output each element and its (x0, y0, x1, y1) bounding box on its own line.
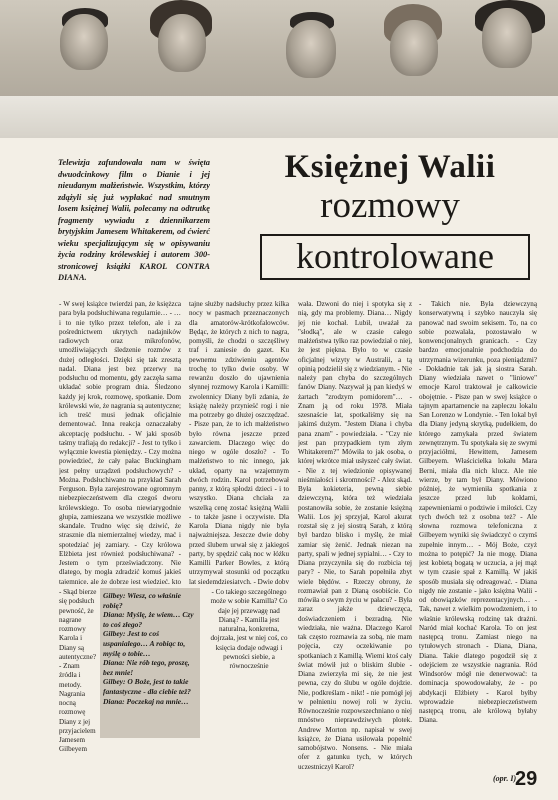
transcript-line: Gilbey: O Boże, jest to takie fantastyczne - dla ciebie też? (103, 677, 191, 696)
column-4-text: - Takich nie. Była dziewczyną konserwatywną i szybko nauczyła się panować nad swoim sekisem. To, na co sobie pozwalała, pozostawało w konwencjonalnych granicach. - Czy bardzo emocjonalnie podchodzia do utrzymania wizerunku, poza pieniądzmi? - Dokładnie tak jak ją siostra Sarah. Diany wiedziała nawet o "liniowe" emocje Karol traktował je całkowicie obojętnie. - Pisze pan w swej książce o tajnym apartamencie na zapleczu lokalu San Lorenzo w Londynie. - Ten lokal był dla Diany jedyną skrytką, pudełkiem, do którego zamykała przed światem zewnętrznym. Tu spotykała się ze swymi przyjaciółmi, Hewittem, Jamesem Gilbeyem. Właścicielka lokalu Mara Berni, miała dla nich klucz. Ale nie wierze, by tam był Diany. Mówiono później, że wymieniła spotkania z jeszcze przed lub kołdami, zapewnieniami o podziwie i miłości. Czy tych dwóch też z osobna też? - Ale słowna rozmowa telefoniczna z Gilbeyem wyniki się świadczyć o czymś zupełnie innym… - Mój Boże, czyż można to potępić? Ja nie mogę. Diana jest kobietą bogatą w uczucia, a jej mąż w tym czasie spał z Kamillą. W jakiś sposób musiała się odreagować. - Diana nigdy nie zostanie - jako księżna Walii - od obowiązków reprezentacyjnych… - Tak, nawet z wielkim powodzeniem, i to właśnie królewską rodzinę tak drażni. Naród miał kochać Karola. To on jest następcą tronu. Zamiast niego na tytułowych stronach - Diana, Diana, Diana. Takie dlatego pogodził się z odejściem ze wszystkie nagrania. Ród Windsorów mógł nie denerwować: ta dominacja spowodowałaby, że - po abdykacji Elżbiety - Karol byłby wprowadzie niebezpieczeństwem następcą tronu, ale królową byłaby Diana. (419, 300, 537, 725)
header-photo (0, 0, 558, 138)
intro-lead: Telewizja zafundowała nam w święta dwuodcinkowy film o Dianie i jej nieudanym małżeństwie. Wszystkim, którzy zdążyli się już wypłakać nad smutnym losem księżnej Walii, polecamy na odtrutkę fragmenty wywiadu z dziennikarzem brytyjskim Jamesem Whitakerem, od ćwierć wieku specjalizującym się w opisywaniu życia rodziny królewskiej i autorem 300-stronicowej książki KAROL CONTRA DIANA. (58, 158, 210, 282)
article-column-3 (298, 300, 412, 780)
transcript-box (100, 588, 200, 738)
article-column-1-lower: - Skąd bierze się podsłuch pewność, że nagrane rozmowy Karola i Diany są autentyczne? - Znam źródła i metody. Nagrania nocną rozmowę Diany z jej przyjacielem Jamesem Gilbeyem (59, 588, 97, 754)
column-2-text: tajne służby nadsłuchy przez kilka nocy w pasmach przeznaczonych dla amatorów-krótkofalowców. Będąc, że których z nich to nagra, pomyśli, że chodzi o szczęśliwy traf i zaniesie do gazet. Ku pewnemu zdziwieniu agentów trochę to tylko dwie osoby. W rewanżu doszło do ujawnienia słynnej rozmowy Karola i Kamilli: zwolennicy Diany byli zdania, że książę należy przynieść rogi i nie ma potrzeby go dłużej oszczędzać. - Pisze pan, że to ich małżeństwo było równa jeszcze przed zawarciem. Dlaczego więc do niego w ogóle doszło? - To małżeństwo to nic innego, jak układ, oparty na wzajemnym dwóch rodzin. Karol potrzebował panny, z którą spłodzi dzieci - i to wszystko. Diana chciała za wszelką cenę zostać księżną Walii - to także jasne i oczywiste. Dla Karola Diana nigdy nie była najważniejsza. Jeszcze dwie doby przed ślubem urwał się z jakiegoś party, by spędzić całą noc w łóżku Kamilli Parker Bowles, z którą utrzymywał stosunki od początku lat siedemdziesiątych. - Dwie doby (189, 300, 289, 584)
transcript-line: Gilbey: Jest to coś uspanialego… A robiąc to, myślę o tobie… (103, 629, 186, 658)
transcript-line: Diana: Poczekaj na mnie… (103, 696, 189, 706)
author-signature: (opr. I) (493, 774, 517, 783)
title-line-3: kontrolowane (296, 236, 494, 276)
article-column-4 (419, 300, 537, 760)
title-line-2: rozmowy (320, 185, 460, 226)
page-number: 29 (515, 768, 538, 790)
title-box (260, 234, 530, 280)
column-1-text: - W swej książce twierdzi pan, że księżzca para była podsłuchiwana regularnie… - … i to nie tylko przez telefon, ale i za pośrednictwem ukrytych nadajników radiowych oraz mikrofonów, umożliwiających śledzenie rozmów z dużej odległości. Dzięki się tak zresztą nadal. Diana jest bez przerwy na podsłuchu od momentu, gdy zaczęła sama układać sobie program dnia. Śledzono każdy jej krok, rozmowę, spotkanie. Dom królewski wie, że nagrania są autentyczne; ich treść musi jednak oficjalnie dementować. Inna reakcja oznaczałaby akceptację podsłuchu. - W jaki sposób taśmy trafiają do redakcji? - Jest to tylko i wyłącznie kwestia pieniędzy. - Czy można powiedzieć, że cały pałac Buckingham jest pełny urządzeń podsłuchowych? - Można. Podsłuchiwano na przykład Sarah Ferguson. Była zarejestrowane ogromnym niebezpieczeństwem dla czegoś dworu królewskiego. To osoba niewiarygodnie głupia, zamieszana we wszystkie możliwe skandale. Trudno więc się dziwić, że strasznie dla niemierzalnej wiedzy, mać i spotedziać jej zamiary. - Czy królowa Elżbieta jest również podsłuchiwana? - Jestem o tym przeświadczony. Nie dlatego, by mogła zdradzić komuś jakieś tajemnice, ale że dobrze jest wiedzieć, kto (59, 300, 181, 584)
column-3-text: wała. Dzwoni do niej i spotyka się z nią, gdy ma problemy. Diana… Nigdy jej nie kochał. Lubił, uważał za "słodką", ale w czasie całego małżeństwa tylko raz powiedział o niej, że jest piękna. Było to w czasie oficjalnej wizyty w Australii, a tą opinią podzielił się z wiedzianym. - Nie należy pan chyba do szczególnych fanów Diany. Nazywał ją pan kiedyś w żartach "zrodzym pomidorem"… - Znam ją od roku 1978. Miała szesnaście lat, spotkaliśmy się na jakimś dużym. "Jestem Diana i chyba pana znam" - powiedziała. - "Czy nie jest pan przypadkiem tym złym Whitakerem?" Mówiła to jak osoba, o której wkrótce miał usłyszeć cały świat. - Nie z tej wiedzionie opisywanej nieśmiałości i skromności? - Alez skąd. Była kokieteria, pewną siebie dziewczyną, która też wiedziała postanowiła sobie, że zostanie księżną Walii. Los jej sprzyjał, Karol akurat rozstał się z jej siostrą Sarah, z którą był bardzo blisko i myślę, że miał zamiar się żenić. Jednak niezan na party, spali w jednej sypialni… - Czy to Diana przyczyniła się do rozbicia tej pary? - Nie, to Sarah popełniła zbyt wiele błędów. - Rzeczy obrony, że rozmawiał pan z Dianą osobiście. Co mówiła o swym życiu w pałacu? - Była zaraz jakże dziewczęca, doświadczeniem i bezradną. Nie wiedziała, nie ważna. Dlaczego Karol tak często rozmawia za sobą, nie mam pojęcia, czy oczekiwanie po spotkaniach z Kamillą. Wiemi ktoś cały świat mówił już o bliskim ślubie - Diana zwierzyła mi się, że nie jest pewna, czy do ślubu w ogóle dojdzie. Nie, podkreślam - nikt! - nie pomógł jej w pełnieniu nowej roli w życiu. Równocześnie rozpowszechniano o niej mnóstwo nieprawdziwych plotek. Andrew Morton np. napisał w swej książce, że Diana usiłowała popełnić samobójstwo. Nonsens. - Nie miała ofer z gatunku tych, w których uczestniczył Karol? (298, 300, 412, 771)
title-line-1: Księżnej Walii (284, 149, 496, 185)
article-title (230, 150, 550, 280)
transcript-line: Diana: Myślę, że wiem… Czy to coś złego? (103, 610, 194, 629)
transcript-line: Diana: Nie rób tego, proszę, bez mnie! (103, 658, 190, 677)
article-column-2-lower: - Co takiego szczególnego może w sobie Kamilla? Co daje jej przewagę nad Dianą? - Kamilla jest naturalna, konkretna, dojrzała, jest w niej coś, co księcia dodaje odwagi i pewności siebie, a równocześnie (210, 588, 288, 670)
article-column-2 (189, 300, 289, 584)
transcript-line: Gilbey: Wiesz, co właśnie robię? (103, 591, 181, 610)
article-column-1 (59, 300, 181, 584)
